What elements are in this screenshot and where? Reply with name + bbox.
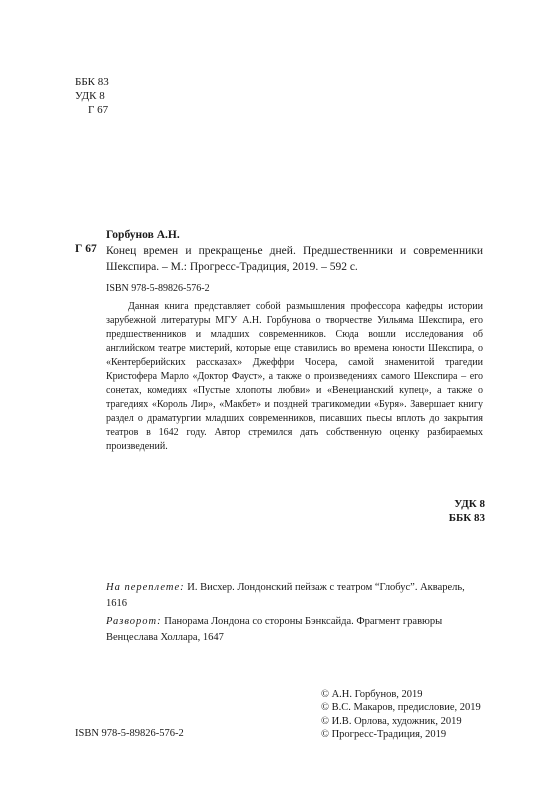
copyright-line: © В.С. Макаров, предисловие, 2019 <box>321 702 481 714</box>
author-sign: Г 67 <box>75 243 97 255</box>
spread-label: Разворот: <box>106 616 162 627</box>
header-codes <box>75 75 109 117</box>
bbk-classification: ББК 83 <box>448 512 485 524</box>
cover-text: И. Висхер. Лондонский пейзаж с театром “Глобус”. Акварель, 1616 <box>106 582 465 609</box>
udk-code: УДК 8 <box>75 90 105 102</box>
cover-credit <box>106 580 483 611</box>
classification-block <box>449 497 485 525</box>
spread-credit <box>106 614 483 645</box>
copyright-line: © И.В. Орлова, художник, 2019 <box>321 715 462 727</box>
copyright-list <box>321 688 481 742</box>
annotation-text: Данная книга представляет собой размышления профессора кафедры истории зарубежной литературы МГУ А.Н. Горбунова о творчестве Уильяма Шекспира, его предшественников и младших современников. Сюда вошли исследования об английском театре мистерий, которые еще ставились во времена юности Шекспира, о «Кентерберийских рассказах» Джеффри Чосера, самой знаменитой трагедии Кристофера Марло «Доктор Фауст», а также о произведениях самого Шекспира – его сонетах, комедиях «Пустые хлопоты любви» и «Венецианский купец», а также о трагедиях «Король Лир», «Макбет» и поздней трагикомедии «Буря». Завершает книгу раздел о драматургии младших современников, писавших пьесы вплоть до закрытия театров в 1642 году. Автор стремился дать собственную оценку разбираемых произведений. <box>106 301 483 452</box>
annotation <box>106 300 483 454</box>
book-title-entry: Конец времен и прекращенье дней. Предшественники и современники Шекспира. – М.: Прогресс-Традиция, 2019. – 592 с. <box>106 245 483 273</box>
author-sign-code: Г 67 <box>88 104 109 116</box>
udk-classification: УДК 8 <box>454 498 485 510</box>
author-name: Горбунов А.Н. <box>106 229 180 241</box>
cover-label: На переплете: <box>106 582 185 593</box>
bbk-code: ББК 83 <box>75 76 109 88</box>
copyright-line: © А.Н. Горбунов, 2019 <box>321 689 423 700</box>
spread-text: Панорама Лондона со стороны Бэнксайда. Фрагмент гравюры Венцеслава Холлара, 1647 <box>106 616 443 643</box>
copyright-line: © Прогресс-Традиция, 2019 <box>321 729 447 741</box>
isbn-entry: ISBN 978-5-89826-576-2 <box>106 283 210 294</box>
footer-isbn: ISBN 978-5-89826-576-2 <box>75 728 184 739</box>
